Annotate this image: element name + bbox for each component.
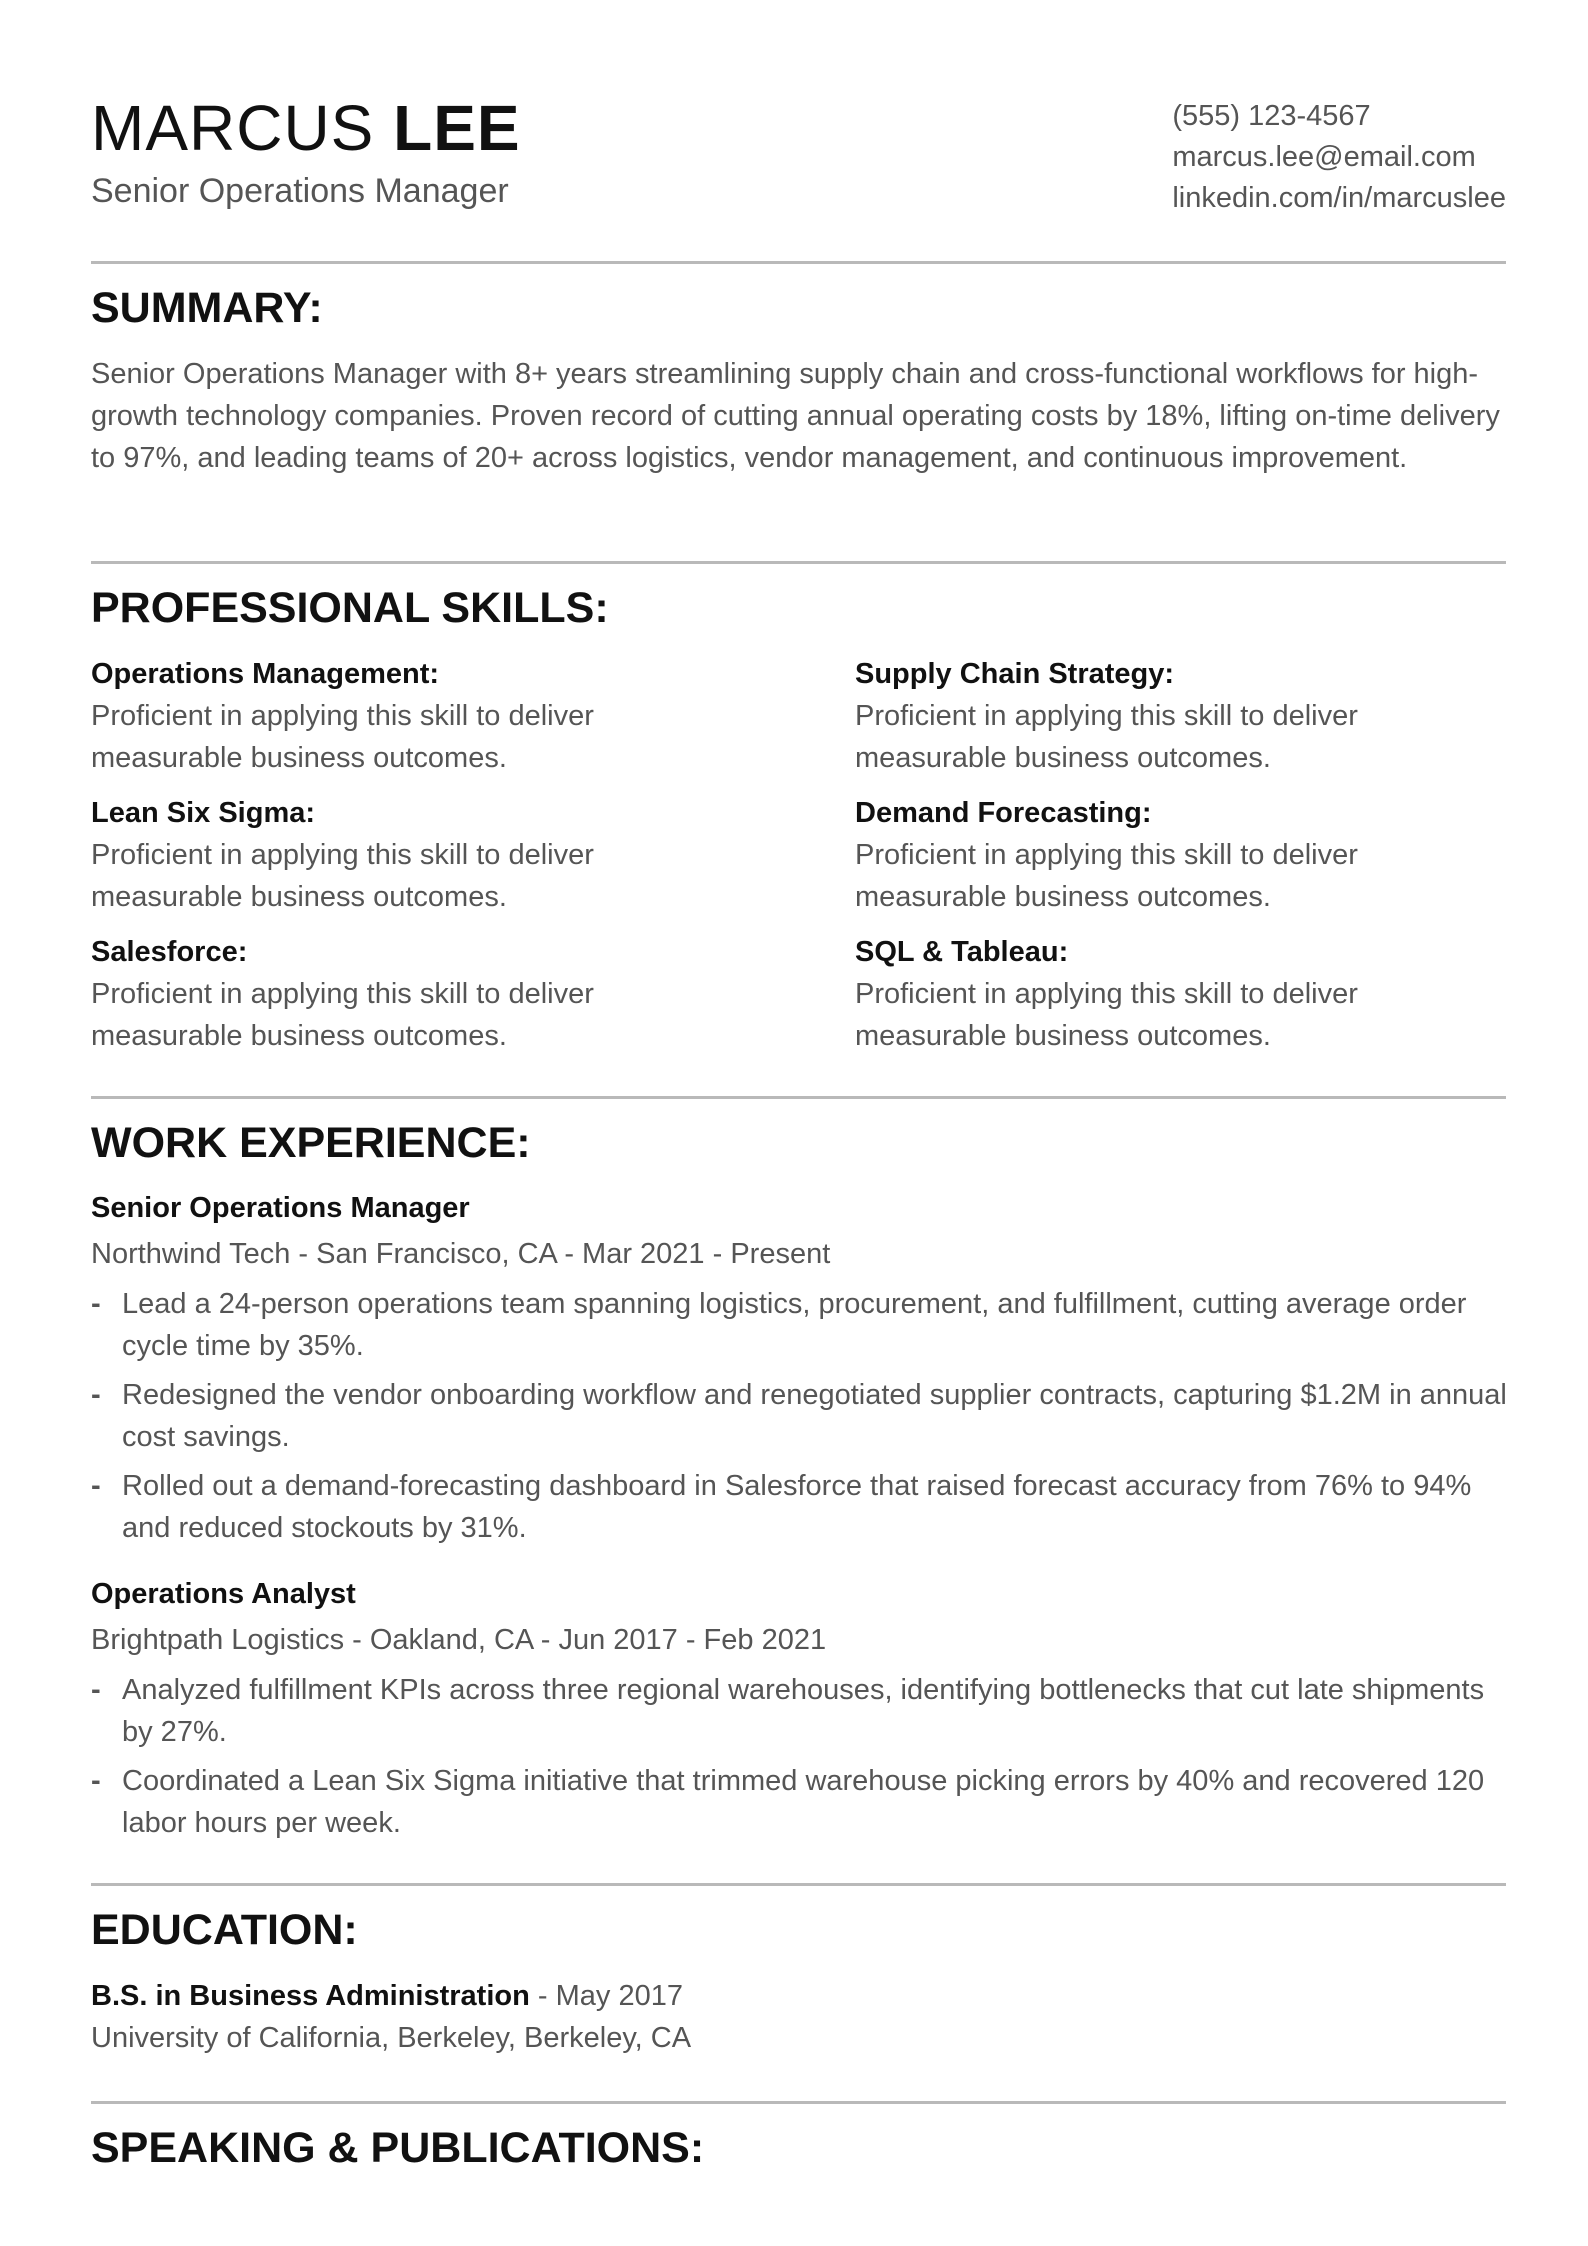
bullet-text: Redesigned the vendor onboarding workflow and renegotiated supplier contracts, capturing $1.2M in annual cost savings.: [122, 1379, 1507, 1453]
candidate-name: [91, 92, 521, 164]
job-bullet: [91, 1465, 1511, 1549]
section-divider: [91, 1883, 1506, 1886]
skill-item: [855, 653, 1555, 779]
degree-date: - May 2017: [529, 1980, 683, 2012]
job-bullet: [91, 1760, 1511, 1844]
skill-item: [91, 653, 791, 779]
job-bullet: [91, 1669, 1511, 1753]
degree-name: B.S. in Business Administration: [91, 1980, 530, 2012]
skill-item: [855, 931, 1555, 1057]
bullet-marker: -: [91, 1470, 101, 1502]
skill-name: SQL & Tableau:: [855, 936, 1069, 968]
job-bullet: [91, 1374, 1511, 1458]
summary-heading: SUMMARY:: [91, 284, 323, 332]
skill-name: Salesforce:: [91, 936, 248, 968]
skill-name: Lean Six Sigma:: [91, 797, 316, 829]
skill-name: Operations Management:: [91, 658, 440, 690]
skill-name: Demand Forecasting:: [855, 797, 1152, 829]
degree-line: [91, 1975, 1511, 2017]
skill-description: Proficient in applying this skill to deliver measurable business outcomes.: [91, 839, 594, 913]
section-divider: [91, 261, 1506, 264]
bullet-text: Coordinated a Lean Six Sigma initiative that trimmed warehouse picking errors by 40% and recovered 120 labor hours per week.: [122, 1765, 1485, 1839]
last-name: LEE: [393, 92, 521, 164]
phone-text: (555) 123-4567: [1172, 100, 1371, 132]
bullet-text: Analyzed fulfillment KPIs across three regional warehouses, identifying bottlenecks that cut late shipments by 27%.: [122, 1674, 1485, 1748]
candidate-role: Senior Operations Manager: [91, 172, 509, 210]
section-divider: [91, 2101, 1506, 2104]
job-title: Operations Analyst: [91, 1578, 356, 1610]
job-entry: [91, 1188, 1511, 1556]
section-divider: [91, 561, 1506, 564]
section-divider: [91, 1096, 1506, 1099]
bullet-text: Lead a 24-person operations team spanning logistics, procurement, and fulfillment, cutting average order cycle time by 35%.: [122, 1288, 1467, 1362]
skill-description: Proficient in applying this skill to deliver measurable business outcomes.: [855, 978, 1358, 1052]
skill-description: Proficient in applying this skill to deliver measurable business outcomes.: [855, 700, 1358, 774]
summary-text: Senior Operations Manager with 8+ years streamlining supply chain and cross-functional workflows for high-growth technology companies. Proven record of cutting annual operating costs by 18%, lifting on-time delivery to 97%, and leading teams of 20+ across logistics, vendor management, and continuous improvement.: [91, 358, 1500, 474]
skill-description: Proficient in applying this skill to deliver measurable business outcomes.: [91, 700, 594, 774]
job-title: Senior Operations Manager: [91, 1192, 470, 1224]
bullet-marker: -: [91, 1379, 101, 1411]
job-meta: Northwind Tech - San Francisco, CA - Mar 2021 - Present: [91, 1238, 831, 1270]
resume-header: [91, 92, 1506, 222]
skill-name: Supply Chain Strategy:: [855, 658, 1175, 690]
education-heading: EDUCATION:: [91, 1906, 358, 1954]
skill-description: Proficient in applying this skill to deliver measurable business outcomes.: [855, 839, 1358, 913]
job-entry: [91, 1574, 1511, 1851]
skill-item: [91, 931, 791, 1057]
linkedin-text: linkedin.com/in/marcuslee: [1172, 182, 1506, 214]
bullet-text: Rolled out a demand-forecasting dashboard in Salesforce that raised forecast accuracy from 76% to 94% and reduced stockouts by 31%.: [122, 1470, 1472, 1544]
contact-block: [1172, 96, 1506, 219]
job-meta: Brightpath Logistics - Oakland, CA - Jun 2017 - Feb 2021: [91, 1624, 827, 1656]
skill-description: Proficient in applying this skill to deliver measurable business outcomes.: [91, 978, 594, 1052]
first-name: MARCUS: [91, 92, 375, 164]
bullet-marker: -: [91, 1288, 101, 1320]
bullet-marker: -: [91, 1765, 101, 1797]
speaking-heading: SPEAKING & PUBLICATIONS:: [91, 2124, 705, 2172]
email-text: marcus.lee@email.com: [1172, 141, 1476, 173]
job-bullet: [91, 1283, 1511, 1367]
bullet-marker: -: [91, 1674, 101, 1706]
skill-item: [91, 792, 791, 918]
school-name: University of California, Berkeley, Berkeley, CA: [91, 2022, 692, 2054]
skill-item: [855, 792, 1555, 918]
experience-heading: WORK EXPERIENCE:: [91, 1119, 531, 1167]
education-entry: [91, 1975, 1511, 2059]
skills-heading: PROFESSIONAL SKILLS:: [91, 584, 609, 632]
